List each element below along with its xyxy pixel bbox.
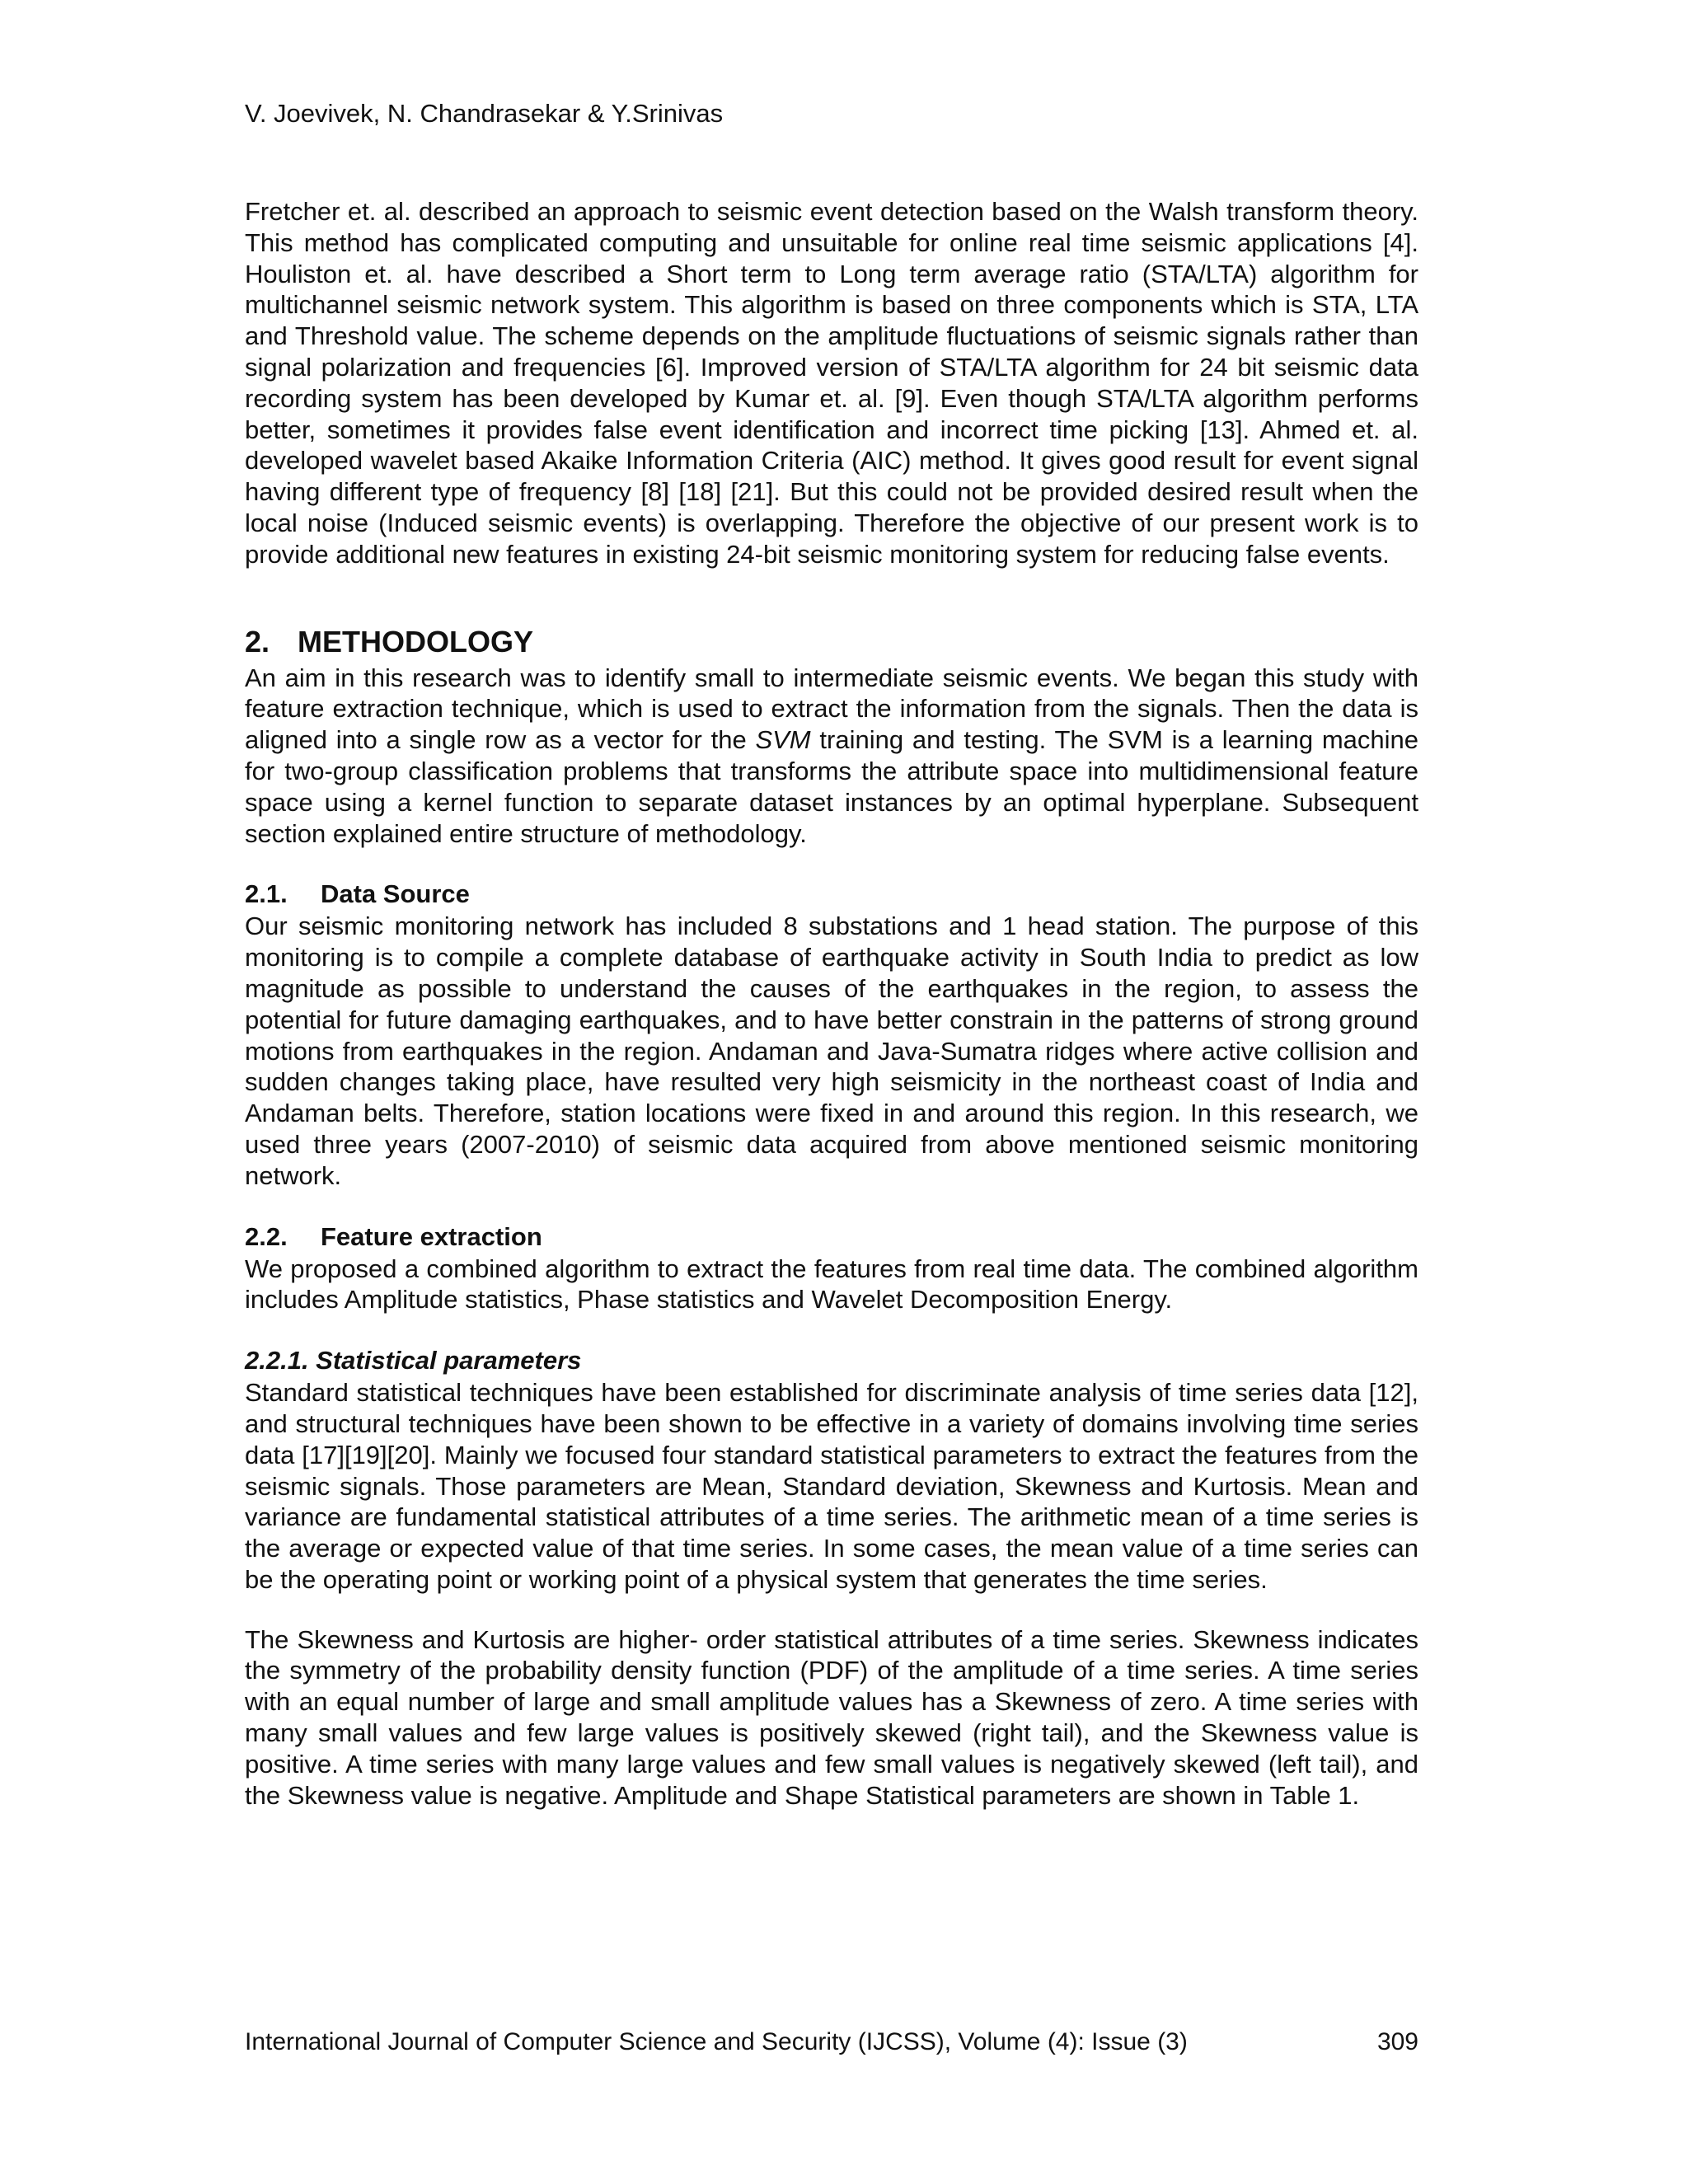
subsection-heading-data-source: [245, 878, 1418, 911]
footer-journal-name: International Journal of Computer Science and Security (IJCSS), Volume (4): Issue (3): [245, 2028, 1188, 2055]
statistical-parameters-paragraph-1: Standard statistical techniques have been established for discriminate analysis of time series data [12], and structural techniques have been shown to be effective in a variety of domains involving time series data [17][19][20]. Mainly we focused four standard statistical parameters to extract the features from the seismic signals. Those parameters are Mean, Standard deviation, Skewness and Kurtosis. Mean and variance are fundamental statistical attributes of a time series. The arithmetic mean of a time series is the average or expected value of that time series. In some cases, the mean value of a time series can be the operating point or working point of a physical system that generates the time series.: [245, 1378, 1418, 1594]
subsection-number: 2.1.: [245, 879, 288, 909]
methodology-text-2: training and testing. The SVM is a learning machine for two-group classification problems that transforms the attribute space into multidimensional feature space using a kernel function to separate dataset instances by an optimal hyperplane. Subsequent section explained entire structure of methodology.: [245, 725, 1418, 848]
subsection-title: Feature extraction: [321, 1221, 542, 1251]
body-column: [245, 196, 1418, 1811]
feature-extraction-paragraph: We proposed a combined algorithm to extract the features from real time data. The combined algorithm includes Amplitude statistics, Phase statistics and Wavelet Decomposition Energy.: [245, 1254, 1418, 1315]
data-source-paragraph: Our seismic monitoring network has included 8 substations and 1 head station. The purpose of this monitoring is to compile a complete database of earthquake activity in South India to predict as low magnitude as possible to understand the causes of the earthquakes in the region, to assess the potential for future damaging earthquakes, and to have better constrain in the patterns of strong ground motions from earthquakes in the region. Andaman and Java-Sumatra ridges where active collision and sudden changes taking place, have resulted very high seismicity in the northeast coast of India and Andaman belts. Therefore, station locations were fixed in and around this region. In this research, we used three years (2007-2010) of seismic data acquired from above mentioned seismic monitoring network.: [245, 912, 1418, 1190]
methodology-text-1: An aim in this research was to identify small to intermediate seismic events. We began this study with feature extraction technique, which is used to extract the information from the signals. Then the data is aligned into a single row as a vector for the: [245, 663, 1418, 755]
footer-page-number: 309: [1376, 2028, 1418, 2055]
methodology-paragraph: [245, 663, 1418, 850]
methodology-svm-italic: SVM: [755, 725, 811, 755]
subsection-number: 2.2.: [245, 1221, 288, 1251]
section-heading-methodology: [245, 621, 1418, 663]
intro-paragraph: Fretcher et. al. described an approach to seismic event detection based on the Walsh transform theory. This method has complicated computing and unsuitable for online real time seismic applications [4]. Houliston et. al. have described a Short term to Long term average ratio (STA/LTA) algorithm for multichannel seismic network system. This algorithm is based on three components which is STA, LTA and Threshold value. The scheme depends on the amplitude fluctuations of seismic signals rather than signal polarization and frequencies [6]. Improved version of STA/LTA algorithm for 24 bit seismic data recording system has been developed by Kumar et. al. [9]. Even though STA/LTA algorithm performs better, sometimes it provides false event identification and incorrect time picking [13]. Ahmed et. al. developed wavelet based Akaike Information Criteria (AIC) method. It gives good result for event signal having different type of frequency [8] [18] [21]. But this could not be provided desired result when the local noise (Induced seismic events) is overlapping. Therefore the objective of our present work is to provide additional new features in existing 24-bit seismic monitoring system for reducing false events.: [245, 197, 1418, 569]
section-title: METHODOLOGY: [298, 624, 533, 658]
subsection-heading-feature-extraction: [245, 1221, 1418, 1254]
subsection-title: Data Source: [321, 879, 470, 909]
subsubsection-heading-statistical-parameters: 2.2.1. Statistical parameters: [245, 1346, 582, 1376]
statistical-parameters-paragraph-2: The Skewness and Kurtosis are higher- order statistical attributes of a time series. Skewness indicates the symmetry of the probability density function (PDF) of the amplitude of a time series. A time series with an equal number of large and small amplitude values has a Skewness of zero. A time series with many small values and few large values is positively skewed (right tail), and the Skewness value is positive. A time series with many large values and few small values is negatively skewed (left tail), and the Skewness value is negative. Amplitude and Shape Statistical parameters are shown in Table 1.: [245, 1624, 1418, 1810]
section-number: 2.: [245, 624, 270, 658]
running-head-authors: V. Joevivek, N. Chandrasekar & Y.Srinivas: [245, 99, 724, 128]
